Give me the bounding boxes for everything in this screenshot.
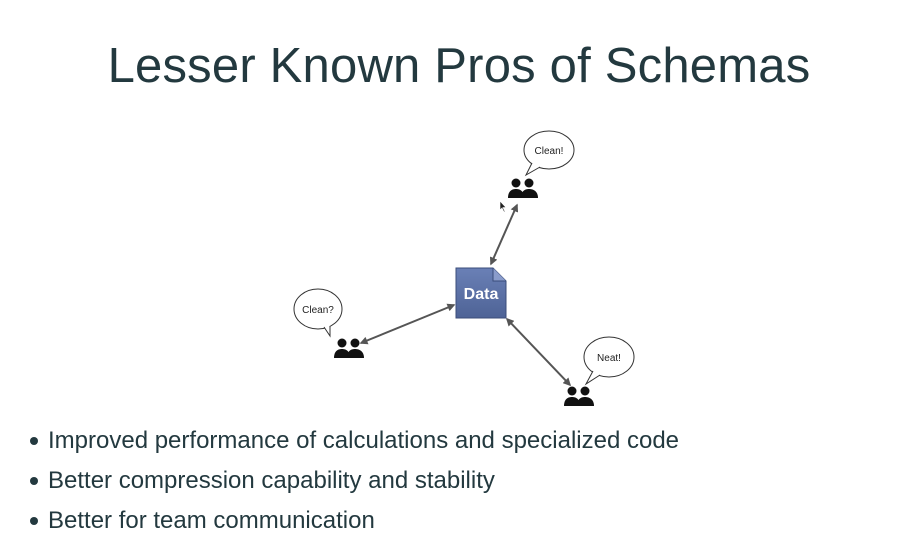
slide-title: Lesser Known Pros of Schemas	[107, 39, 811, 93]
bullet-item: Improved performance of calculations and specialized code	[30, 424, 679, 464]
speech-bubble-left	[294, 289, 342, 336]
mouse-cursor-icon	[500, 201, 506, 212]
people-icon	[564, 387, 594, 407]
data-node	[456, 268, 506, 318]
bullet-list	[30, 424, 679, 544]
team-left	[294, 289, 364, 358]
edge-data-to-left	[361, 305, 454, 343]
speech-text-left: Clean?	[302, 305, 334, 316]
team-bottom-right	[564, 337, 634, 406]
edge-data-to-bottom-right	[507, 319, 570, 385]
bullet-item: Better for team communication	[30, 504, 679, 544]
people-icon	[508, 179, 538, 199]
speech-bubble-top	[524, 131, 574, 175]
speech-text-bottom-right: Neat!	[597, 353, 621, 364]
bullet-item: Better compression capability and stability	[30, 464, 679, 504]
speech-bubble-bottom-right	[584, 337, 634, 384]
edge-data-to-top	[491, 205, 517, 264]
people-icon	[334, 339, 364, 359]
data-node-label: Data	[463, 286, 499, 303]
speech-text-top: Clean!	[534, 146, 564, 157]
team-top	[508, 131, 574, 198]
